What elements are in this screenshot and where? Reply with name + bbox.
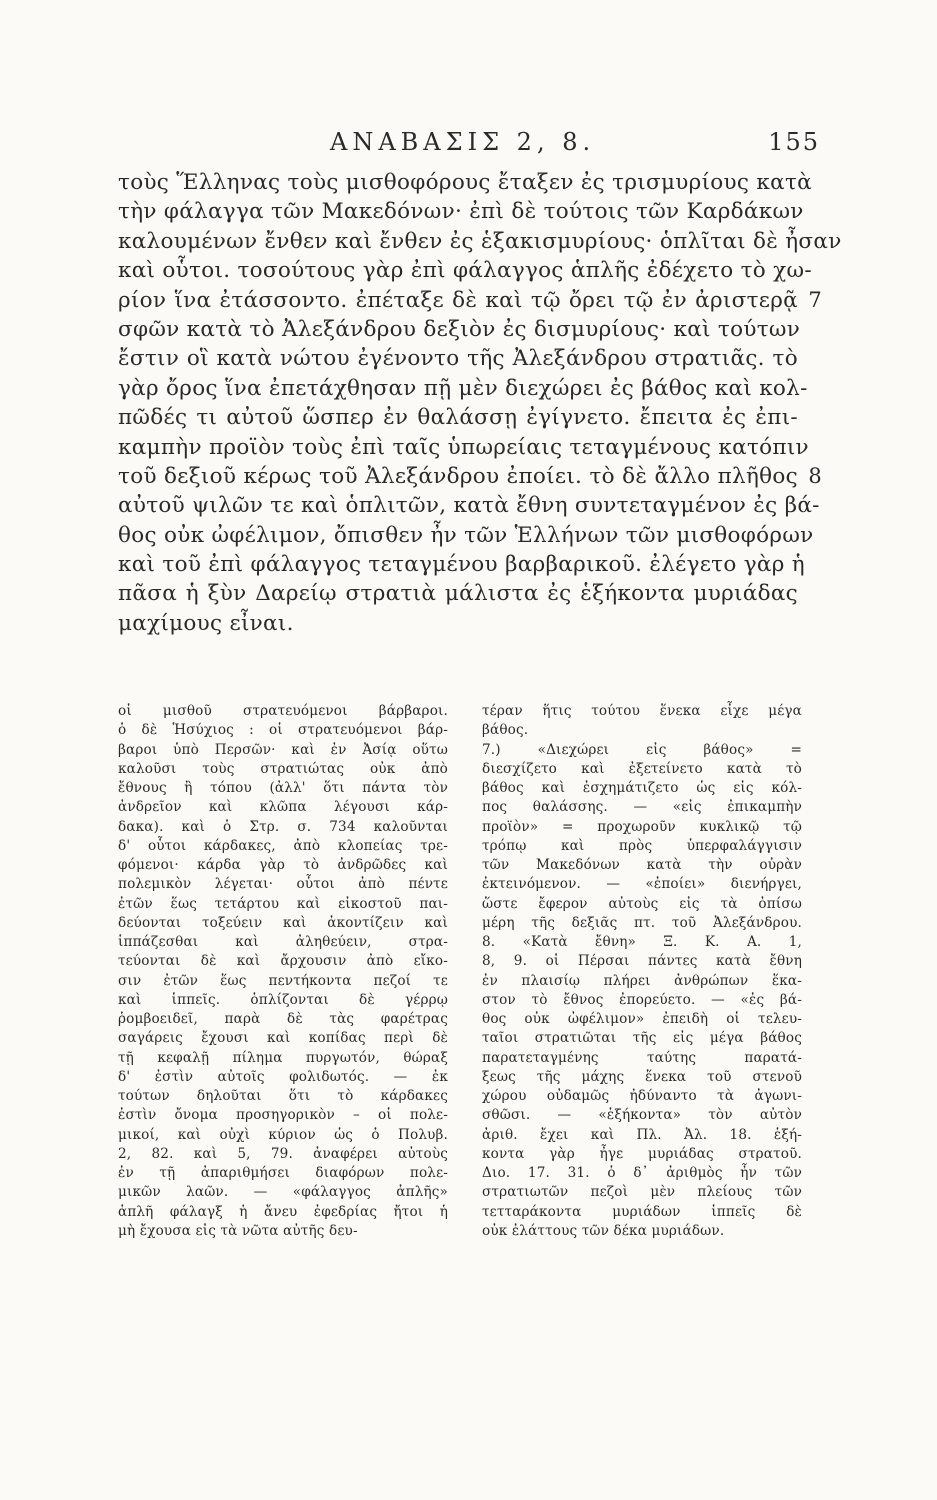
page-number: 155 bbox=[768, 128, 820, 156]
main-text-line-content: ἔστιν οἳ κατὰ νώτου ἐγένοντο τῆς Ἀλεξάνδρου στρατιᾶς. τὸ bbox=[118, 346, 798, 372]
commentary-left-column bbox=[118, 702, 448, 1241]
commentary-line: σθῶσι. — «ἑξήκοντα» τὸν αὐτὸν bbox=[482, 1107, 802, 1124]
main-text-line-content: γὰρ ὄρος ἵνα ἐπετάχθησαν πῇ μὲν διεχώρει ἐς βάθος καὶ κολ- bbox=[118, 375, 808, 401]
commentary-line: 7.) «Διεχώρει εἰς βάθος» = bbox=[482, 741, 802, 758]
commentary-line: τεύονται δὲ καὶ ἄρχουσιν ἀπὸ εἴκο- bbox=[118, 953, 448, 970]
main-text-line-content: καλουμένων ἔνθεν καὶ ἔνθεν ἐς ἑξακισμυρίους· ὁπλῖται δὲ ἦσαν bbox=[118, 228, 842, 254]
main-text-line-content: πῶδές τι αὐτοῦ ὥσπερ ἐν θαλάσσῃ ἐγίγνετο. ἔπειτα ἐς ἐπι- bbox=[118, 405, 798, 431]
main-text-line bbox=[118, 344, 798, 373]
main-text-line-content: καμπὴν προϊὸν τοὺς ἐπὶ ταῖς ὑπωρείαις τεταγμένους κατόπιν bbox=[118, 434, 809, 460]
main-text-line bbox=[118, 197, 804, 226]
main-text-line-content: καὶ τοῦ ἐπὶ φάλαγγος τεταγμένου βαρβαρικοῦ. ἐλέγετο γὰρ ἡ bbox=[118, 552, 805, 578]
commentary-line: ὥστε ἔφερον αὐτοὺς εἰς τὰ ὀπίσω bbox=[482, 895, 802, 912]
commentary-line: ἐν πλαισίῳ πλήρει ἀνθρώπων ἕκα- bbox=[482, 972, 802, 989]
commentary-line: ἐστὶν ὄνομα προσηγορικὸν – οἱ πολε- bbox=[118, 1107, 448, 1124]
commentary-line: 8. «Κατὰ ἔθνη» Ξ. Κ. Α. 1, bbox=[482, 934, 802, 950]
main-text-line bbox=[118, 521, 814, 550]
commentary-line: τρόπῳ καὶ πρὸς ὑπερφαλάγγισιν bbox=[482, 837, 802, 854]
commentary-line: τῶν Μακεδόνων κατὰ τὴν οὐρὰν bbox=[482, 857, 802, 873]
commentary-line: ὁ δὲ Ἡσύχιος : οἱ στρατευόμενοι βάρ- bbox=[118, 722, 448, 739]
main-text-line bbox=[118, 433, 809, 462]
commentary-line: βάθος. bbox=[482, 722, 529, 739]
commentary-line: 8, 9. οἱ Πέρσαι πάντες κατὰ ἔθνη bbox=[482, 953, 802, 970]
main-text-line bbox=[118, 491, 820, 520]
main-text-line-content: τὴν φάλαγγα τῶν Μακεδόνων· ἐπὶ δὲ τούτοις τῶν Καρδάκων bbox=[118, 199, 804, 225]
page-header bbox=[120, 128, 820, 158]
commentary-line: στον τὸ ἔθνος ἐπορεύετο. — «ἐς βά- bbox=[482, 991, 802, 1008]
main-text-line bbox=[118, 609, 798, 638]
section-number: 7 bbox=[808, 287, 822, 312]
commentary-line: μὴ ἔχουσα εἰς τὰ νῶτα αὐτῆς δευ- bbox=[118, 1222, 358, 1239]
commentary-line: δακα). καὶ ὁ Στρ. σ. 734 καλοῦνται bbox=[118, 818, 448, 835]
commentary-line: προϊὸν» = προχωροῦν κυκλικῷ τῷ bbox=[482, 818, 802, 835]
running-title: ΑΝΑΒΑΣΙΣ 2, 8. bbox=[330, 128, 596, 156]
main-text-line-content: σφῶν κατὰ τὸ Ἀλεξάνδρου δεξιὸν ἐς δισμυρίους· καὶ τούτων bbox=[118, 316, 801, 342]
commentary-line: ἀνδρεῖον καὶ κλῶπα λέγουσι κάρ- bbox=[118, 799, 448, 816]
main-text-line-content: τοὺς Ἕλληνας τοὺς μισθοφόρους ἔταξεν ἐς τρισμυρίους κατὰ bbox=[118, 170, 812, 195]
main-text-line bbox=[118, 374, 808, 403]
commentary-line: ἔθνους ἢ τόπου (ἀλλ' ὅτι πάντα τὸν bbox=[118, 780, 448, 796]
commentary-line: τούτων δηλοῦται ὅτι τὸ κάρδακες bbox=[118, 1088, 448, 1104]
commentary-line: ταῖοι στρατιῶται τῆς εἰς μέγα βάθος bbox=[482, 1030, 802, 1047]
commentary-line: πολεμικὸν λέγεται· οὗτοι ἀπὸ πέντε bbox=[118, 876, 448, 893]
main-text-line bbox=[118, 315, 801, 344]
commentary-line: βαροι ὑπὸ Περσῶν· καὶ ἐν Ἀσίᾳ οὕτω bbox=[118, 741, 448, 758]
commentary-line: καὶ ἱππεῖς. ὁπλίζονται δὲ γέρρῳ bbox=[118, 991, 448, 1008]
main-text-line bbox=[118, 462, 822, 491]
main-text-line-content: καὶ οὗτοι. τοσούτους γὰρ ἐπὶ φάλαγγος ἁπλῆς ἐδέχετο τὸ χω- bbox=[118, 258, 812, 284]
commentary-line: ἐν τῇ ἀπαριθμήσει διαφόρων πολε- bbox=[118, 1165, 448, 1181]
commentary-line: Διο. 17. 31. ὁ δ᾽ ἀριθμὸς ἦν τῶν bbox=[482, 1165, 802, 1181]
commentary-line: χώρου οὐδαμῶς ἠδύναντο τὰ ἀγωνι- bbox=[482, 1088, 802, 1104]
main-text-line bbox=[118, 256, 812, 285]
commentary-line: οἱ μισθοῦ στρατευόμενοι βάρβαροι. bbox=[118, 703, 448, 719]
commentary-line: διεσχίζετο καὶ ἐξετείνετο κατὰ τὸ bbox=[482, 760, 802, 777]
commentary-line: μέρη τῆς δεξιᾶς πτ. τοῦ Ἀλεξάνδρου. bbox=[482, 914, 802, 931]
commentary-line: δ' ἐστὶν αὐτοῖς φολιδωτός. — ἐκ bbox=[118, 1068, 448, 1085]
commentary-line: φόμενοι· κάρδα γὰρ τὸ ἀνδρῶδες καὶ bbox=[118, 857, 448, 873]
commentary-line: σιν ἐτῶν ἕως πεντήκοντα πεζοί τε bbox=[118, 972, 448, 989]
commentary-line: δεύονται τοξεύειν καὶ ἀκοντίζειν καὶ bbox=[118, 914, 448, 931]
main-text-line-content: αὐτοῦ ψιλῶν τε καὶ ὁπλιτῶν, κατὰ ἔθνη συντεταγμένον ἐς βά- bbox=[118, 493, 820, 519]
commentary-line: μικοί, καὶ οὐχὶ κύριον ὡς ὁ Πολυβ. bbox=[118, 1126, 448, 1143]
commentary-line: καλοῦσι τοὺς στρατιώτας οὐκ ἀπὸ bbox=[118, 760, 448, 777]
commentary-line: 2, 82. καὶ 5, 79. ἀναφέρει αὐτοὺς bbox=[118, 1145, 448, 1162]
commentary-line: ἐκτεινόμενον. — «ἐποίει» διενήργει, bbox=[482, 876, 802, 893]
commentary-line: θος οὐκ ὠφέλιμον» ἐπειδὴ οἱ τελευ- bbox=[482, 1011, 802, 1027]
commentary-line: τέραν ἥτις τούτου ἕνεκα εἶχε μέγα bbox=[482, 703, 802, 719]
commentary-line: ἀριθ. ἔχει καὶ Πλ. Ἀλ. 18. ἑξή- bbox=[482, 1126, 802, 1143]
section-number: 8 bbox=[808, 463, 822, 488]
commentary-line: δ' οὗτοι κάρδακες, ἀπὸ κλοπείας τρε- bbox=[118, 837, 448, 854]
commentary-line: οὐκ ἐλάττους τῶν δέκα μυριάδων. bbox=[482, 1222, 725, 1239]
main-text-line bbox=[118, 579, 798, 608]
main-text-line-content: τοῦ δεξιοῦ κέρως τοῦ Ἀλεξάνδρου ἐποίει. τὸ δὲ ἄλλο πλῆθος bbox=[118, 463, 798, 489]
commentary-line: ξεως τῆς μάχης ἕνεκα τοῦ στενοῦ bbox=[482, 1068, 802, 1085]
main-text-line-content: ρίον ἵνα ἐτάσσοντο. ἐπέταξε δὲ καὶ τῷ ὄρει τῷ ἐν ἀριστερᾷ bbox=[118, 287, 798, 313]
main-text-line bbox=[118, 403, 798, 432]
commentary-line: πος θαλάσσης. — «εἰς ἐπικαμπὴν bbox=[482, 799, 802, 816]
commentary-line: ἱππάζεσθαι καὶ ἀληθεύειν, στρα- bbox=[118, 934, 448, 950]
main-text-line bbox=[118, 286, 822, 315]
commentary-line: τῇ κεφαλῇ πίλημα πυργωτόν, θώραξ bbox=[118, 1049, 448, 1066]
main-text bbox=[118, 168, 842, 638]
commentary-line: παρατεταγμένης ταύτης παρατά- bbox=[482, 1049, 802, 1066]
commentary-line: κοντα γὰρ ἦγε μυριάδας στρατοῦ. bbox=[482, 1145, 802, 1162]
main-text-line-content: μαχίμους εἶναι. bbox=[118, 610, 294, 636]
main-text-line-content: θος οὐκ ὠφέλιμον, ὄπισθεν ἦν τῶν Ἑλλήνων τῶν μισθοφόρων bbox=[118, 522, 814, 548]
main-text-line-content: πᾶσα ἡ ξὺν Δαρείῳ στρατιὰ μάλιστα ἐς ἑξήκοντα μυριάδας bbox=[118, 581, 798, 607]
main-text-line bbox=[118, 550, 805, 579]
commentary-line: ἁπλῆ φάλαγξ ἡ ἄνευ ἐφεδρίας ἤτοι ἡ bbox=[118, 1203, 448, 1220]
main-text-line bbox=[118, 227, 842, 256]
commentary-line: στρατιωτῶν πεζοὶ μὲν πλείους τῶν bbox=[482, 1184, 802, 1201]
main-text-line bbox=[118, 168, 812, 197]
commentary-right-column bbox=[482, 702, 802, 1241]
commentary-line: ῥομβοειδεῖ, παρὰ δὲ τὰς φαρέτρας bbox=[118, 1011, 448, 1027]
commentary-line: τετταράκοντα μυριάδων ἱππεῖς δὲ bbox=[482, 1203, 802, 1220]
commentary-line: βάθος καὶ ἐσχημάτιζετο ὡς εἰς κόλ- bbox=[482, 780, 802, 796]
commentary-line: ἐτῶν ἕως τετάρτου καὶ εἰκοστοῦ παι- bbox=[118, 895, 448, 912]
commentary-line: μικῶν λαῶν. — «φάλαγγος ἁπλῆς» bbox=[118, 1184, 448, 1201]
commentary-line: σαγάρεις ἔχουσι καὶ κοπίδας περὶ δὲ bbox=[118, 1030, 448, 1047]
